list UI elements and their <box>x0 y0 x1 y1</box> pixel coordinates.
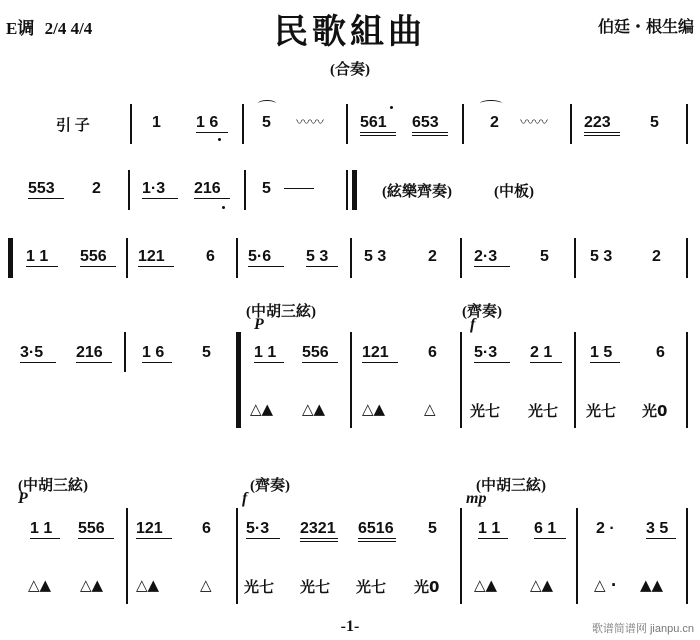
underline <box>26 266 58 267</box>
underline <box>530 362 562 363</box>
underline <box>302 362 338 363</box>
note-group: 5·3 <box>474 344 498 361</box>
note-group: 1 <box>152 114 161 131</box>
barline <box>126 238 128 278</box>
note-group: 223 <box>584 114 611 131</box>
underline <box>360 132 396 133</box>
note-group: 1 1 <box>478 520 501 537</box>
note-group: 121 <box>136 520 163 537</box>
underline <box>306 266 338 267</box>
underline <box>136 538 172 539</box>
underline <box>248 266 284 267</box>
score-line-2 <box>0 162 700 212</box>
tie <box>480 100 502 107</box>
barline <box>686 332 688 428</box>
barline <box>124 332 126 372</box>
barline <box>350 332 352 428</box>
percussion-group: 光七 <box>528 402 559 420</box>
note-group: 2321 <box>300 520 336 537</box>
note-group: 2·3 <box>474 248 498 265</box>
author: 伯廷・根生编 <box>597 19 694 36</box>
repeat-sign <box>236 332 241 428</box>
barline <box>686 508 688 604</box>
underline <box>194 198 230 199</box>
score-line-1 <box>0 98 700 148</box>
time-signatures: 2/4 4/4 <box>44 19 93 38</box>
percussion-group: 光七 <box>470 402 501 420</box>
underline <box>142 362 172 363</box>
note-group: 2 <box>652 248 661 265</box>
note-group: 5 <box>202 344 211 361</box>
percussion-group: 光七 <box>300 578 331 596</box>
low-dot <box>222 206 225 209</box>
barline <box>574 332 576 428</box>
score-line-4 <box>0 296 700 432</box>
intro-label: 引 子 <box>56 118 90 134</box>
note-group: 2 1 <box>530 344 553 361</box>
barline <box>574 238 576 278</box>
barline <box>460 332 462 428</box>
percussion-group: △▲ <box>28 576 52 594</box>
underline <box>474 266 510 267</box>
barline <box>126 508 128 604</box>
percussion-group: △ · <box>594 576 617 594</box>
underline <box>20 362 56 363</box>
underline <box>474 362 510 363</box>
double-barline <box>352 170 357 210</box>
underline <box>478 538 508 539</box>
note-group: 553 <box>28 180 55 197</box>
sustain-line <box>284 188 314 189</box>
barline <box>686 238 688 278</box>
percussion-group: △▲ <box>362 400 386 418</box>
underline <box>584 135 620 136</box>
watermark: 歌谱简谱网 jianpu.cn <box>591 623 694 635</box>
underline <box>360 135 396 136</box>
underline <box>300 538 338 539</box>
note-group: 1·3 <box>142 180 166 197</box>
percussion-group: 光七 <box>244 578 275 596</box>
underline <box>590 362 620 363</box>
note-group: 216 <box>194 180 221 197</box>
note-group: 3·5 <box>20 344 44 361</box>
note-group: 6516 <box>358 520 394 537</box>
barline <box>236 508 238 604</box>
barline <box>576 508 578 604</box>
underline <box>78 538 114 539</box>
underline <box>254 362 284 363</box>
barline <box>128 170 130 210</box>
note-group: 6 <box>206 248 215 265</box>
note-group: 5·6 <box>248 248 272 265</box>
underline <box>142 198 178 199</box>
zhonghu-label: (中胡三絃) <box>476 478 546 494</box>
barline <box>570 104 572 144</box>
percussion-group: △▲ <box>250 400 274 418</box>
underline <box>80 266 116 267</box>
underline <box>534 538 566 539</box>
percussion-group: 光0 <box>414 578 440 596</box>
barline <box>244 170 246 210</box>
note-group: 6 1 <box>534 520 557 537</box>
underline <box>584 132 620 133</box>
note-group: 5·3 <box>246 520 270 537</box>
percussion-group: △ <box>424 400 436 418</box>
note-group: 3 5 <box>646 520 669 537</box>
strings-ensemble-label: (絃樂齊奏) <box>382 184 452 200</box>
percussion-group: △▲ <box>474 576 498 594</box>
percussion-group: ▲▲ <box>640 576 664 594</box>
underline <box>246 538 280 539</box>
note-group: 2 · <box>596 520 615 537</box>
note-group: 653 <box>412 114 439 131</box>
note-group: 5 <box>262 180 271 197</box>
tutti-label: (齊奏) <box>250 478 290 494</box>
percussion-group: △ <box>200 576 212 594</box>
note-group: 5 <box>262 114 271 131</box>
underline <box>138 266 174 267</box>
dynamic-p: P <box>18 490 28 507</box>
underline <box>358 541 396 542</box>
note-group: 121 <box>362 344 389 361</box>
page-number: -1- <box>340 618 360 635</box>
underline <box>76 362 112 363</box>
barline <box>686 104 688 144</box>
percussion-group: △▲ <box>80 576 104 594</box>
note-group: 5 3 <box>364 248 387 265</box>
barline <box>346 104 348 144</box>
note-group: 556 <box>302 344 329 361</box>
underline <box>412 132 448 133</box>
note-group: 6 <box>656 344 665 361</box>
note-group: 121 <box>138 248 165 265</box>
zhonghu-label: (中胡三絃) <box>246 304 316 320</box>
note-group: 5 <box>540 248 549 265</box>
note-group: 556 <box>78 520 105 537</box>
note-group: 2 <box>428 248 437 265</box>
note-group: 561 <box>360 114 387 131</box>
percussion-group: 光0 <box>642 402 668 420</box>
note-group: 1 1 <box>26 248 49 265</box>
note-group: 5 3 <box>306 248 329 265</box>
underline <box>30 538 60 539</box>
note-group: 5 3 <box>590 248 613 265</box>
note-group: 1 1 <box>30 520 53 537</box>
barline <box>462 104 464 144</box>
sustain-wave: 〰〰 <box>296 116 324 131</box>
note-group: 2 <box>92 180 101 197</box>
note-group: 6 <box>428 344 437 361</box>
note-group: 1 6 <box>196 114 219 131</box>
percussion-group: △▲ <box>136 576 160 594</box>
underline <box>358 538 396 539</box>
barline <box>242 104 244 144</box>
underline <box>196 132 228 133</box>
barline <box>346 170 348 210</box>
zhonghu-label: (中胡三絃) <box>18 478 88 494</box>
dynamic-p: P <box>254 316 264 333</box>
score-line-3 <box>0 232 700 282</box>
note-group: 1 6 <box>142 344 165 361</box>
underline <box>362 362 398 363</box>
note-group: 5 <box>428 520 437 537</box>
score-line-5 <box>0 470 700 606</box>
underline <box>412 135 448 136</box>
dynamic-f: f <box>470 316 476 333</box>
low-dot <box>218 138 221 141</box>
high-dot <box>390 106 393 109</box>
barline <box>460 238 462 278</box>
barline <box>350 238 352 278</box>
fermata <box>258 100 276 107</box>
note-group: 6 <box>202 520 211 537</box>
repeat-start <box>8 238 13 278</box>
percussion-group: △▲ <box>302 400 326 418</box>
barline <box>130 104 132 144</box>
tutti-label: (齊奏) <box>462 304 502 320</box>
percussion-group: 光七 <box>586 402 617 420</box>
note-group: 216 <box>76 344 103 361</box>
note-group: 1 5 <box>590 344 613 361</box>
percussion-group: △▲ <box>530 576 554 594</box>
note-group: 1 1 <box>254 344 277 361</box>
note-group: 5 <box>650 114 659 131</box>
sustain-wave: 〰〰 <box>520 116 548 131</box>
underline <box>646 538 676 539</box>
tempo-label: (中板) <box>494 184 534 200</box>
subtitle: (合奏) <box>330 62 370 78</box>
dynamic-f: f <box>242 490 248 507</box>
page-title: 民歌組曲 <box>274 14 426 51</box>
key-signature: E调 2/4 4/4 <box>6 19 93 38</box>
dynamic-mp: mp <box>466 490 487 507</box>
barline <box>236 238 238 278</box>
barline <box>460 508 462 604</box>
note-group: 2 <box>490 114 499 131</box>
underline <box>300 541 338 542</box>
underline <box>28 198 64 199</box>
percussion-group: 光七 <box>356 578 387 596</box>
note-group: 556 <box>80 248 107 265</box>
